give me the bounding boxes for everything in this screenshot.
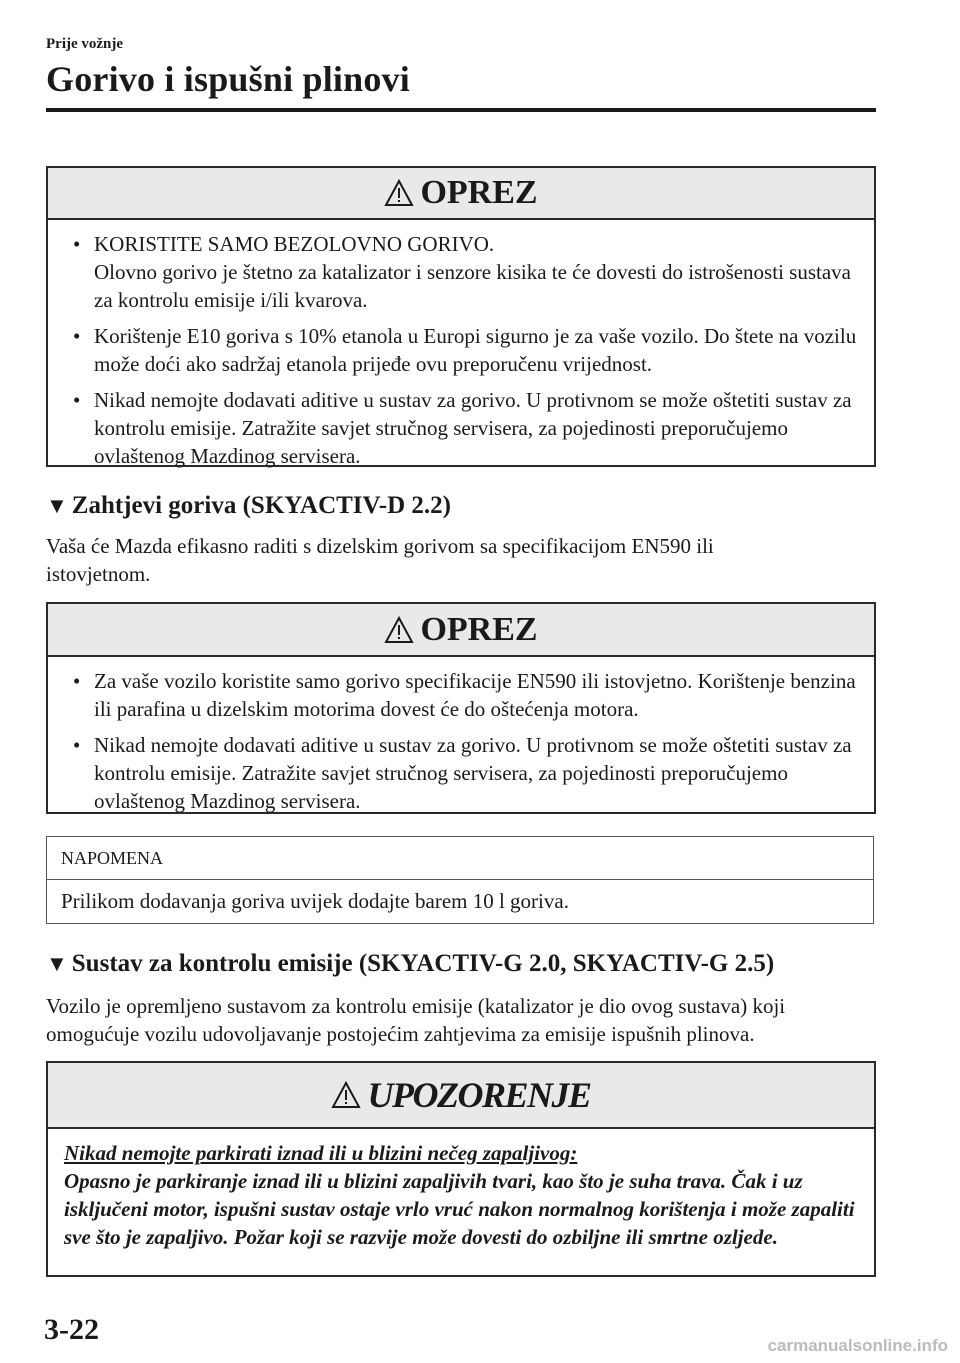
breadcrumb: Prije vožnje bbox=[46, 36, 124, 52]
warning-triangle-icon bbox=[384, 179, 414, 207]
triangle-down-icon: ▼ bbox=[46, 493, 68, 518]
bullet-dot-icon: • bbox=[73, 324, 81, 348]
list-item bbox=[64, 667, 858, 723]
caution-box-2 bbox=[46, 602, 876, 814]
caution-header bbox=[48, 168, 874, 220]
bullet-dot-icon: • bbox=[73, 733, 81, 757]
caution-box-1 bbox=[46, 166, 876, 467]
list-item bbox=[64, 386, 858, 470]
warning-lead: Nikad nemojte parkirati iznad ili u blizini nečeg zapaljivog: bbox=[64, 1141, 578, 1165]
bullet-dot-icon: • bbox=[73, 232, 81, 256]
caution-item-text: KORISTITE SAMO BEZOLOVNO GORIVO. Olovno gorivo je štetno za katalizator i senzore kisika te će dovesti do istrošenosti sustava za kontrolu emisije i/ili kvarova. bbox=[94, 232, 851, 312]
caution-list bbox=[64, 667, 858, 815]
section-heading-text: Zahtjevi goriva (SKYACTIV-D 2.2) bbox=[71, 492, 451, 519]
title-rule bbox=[46, 108, 876, 112]
bullet-dot-icon: • bbox=[73, 669, 81, 693]
warning-triangle-icon bbox=[331, 1081, 361, 1109]
note-text: Prilikom dodavanja goriva uvijek dodajte barem 10 l goriva. bbox=[61, 889, 569, 913]
section-paragraph: Vaša će Mazda efikasno raditi s dizelskim gorivom sa specifikacijom EN590 ili istovjetnom. bbox=[46, 534, 714, 586]
triangle-down-icon: ▼ bbox=[46, 951, 68, 976]
caution-body bbox=[48, 657, 874, 815]
warning-text: Opasno je parkiranje iznad ili u blizini zapaljivih tvari, kao što je suha trava. Čak i uz isključeni motor, ispušni sustav ostaje vrlo vruć nakon normalnog korištenja i može zapaliti sve što je zapaljivo. Požar koji se razvije može dovesti do ozbiljne ili smrtne ozljede. bbox=[64, 1169, 855, 1249]
list-item bbox=[64, 230, 858, 314]
caution-header bbox=[48, 604, 874, 657]
warning-box bbox=[46, 1061, 876, 1277]
bullet-dot-icon: • bbox=[73, 388, 81, 412]
caution-item-text: Nikad nemojte dodavati aditive u sustav za gorivo. U protivnom se može oštetiti sustav za kontrolu emisije. Zatražite savjet stručnog servisera, za pojedinosti preporučujemo ovlaštenog Mazdinog servisera. bbox=[94, 388, 852, 468]
caution-item-text: Za vaše vozilo koristite samo gorivo specifikacije EN590 ili istovjetno. Korištenje benzina ili parafina u dizelskim motorima dovest će do oštećenja motora. bbox=[94, 669, 856, 721]
caution-item-text: Nikad nemojte dodavati aditive u sustav za gorivo. U protivnom se može oštetiti sustav za kontrolu emisije. Zatražite savjet stručnog servisera, za pojedinosti preporučujemo ovlaštenog Mazdinog servisera. bbox=[94, 733, 852, 813]
caution-list bbox=[64, 230, 858, 470]
caution-item-text: Korištenje E10 goriva s 10% etanola u Europi sigurno je za vaše vozilo. Do štete na vozilu može doći ako sadržaj etanola prijeđe ovu preporučenu vrijednost. bbox=[94, 324, 857, 376]
page-number: 3-22 bbox=[44, 1313, 99, 1346]
section-heading-text: Sustav za kontrolu emisije (SKYACTIV-G 2.0, SKYACTIV-G 2.5) bbox=[71, 950, 775, 977]
warning-header bbox=[48, 1063, 874, 1129]
warning-title: UPOZORENJE bbox=[367, 1075, 591, 1115]
caution-body bbox=[48, 220, 874, 470]
page-title: Gorivo i ispušni plinovi bbox=[46, 59, 410, 99]
list-item bbox=[64, 731, 858, 815]
section-heading-emission-control bbox=[46, 950, 774, 978]
warning-body bbox=[48, 1129, 874, 1263]
section-heading-fuel-requirements bbox=[46, 492, 451, 520]
section-paragraph: Vozilo je opremljeno sustavom za kontrolu emisije (katalizator je dio ovog sustava) koji omogućuje vozilu udovoljavanje postojećim zahtjevima za emisije ispušnih plinova. bbox=[46, 994, 786, 1046]
note-title: NAPOMENA bbox=[47, 837, 873, 880]
warning-triangle-icon bbox=[384, 616, 414, 644]
note-box bbox=[46, 836, 874, 924]
list-item bbox=[64, 322, 858, 378]
watermark: carmanualsonline.info bbox=[767, 1336, 948, 1355]
caution-title: OPREZ bbox=[420, 174, 538, 211]
caution-title: OPREZ bbox=[420, 610, 538, 648]
